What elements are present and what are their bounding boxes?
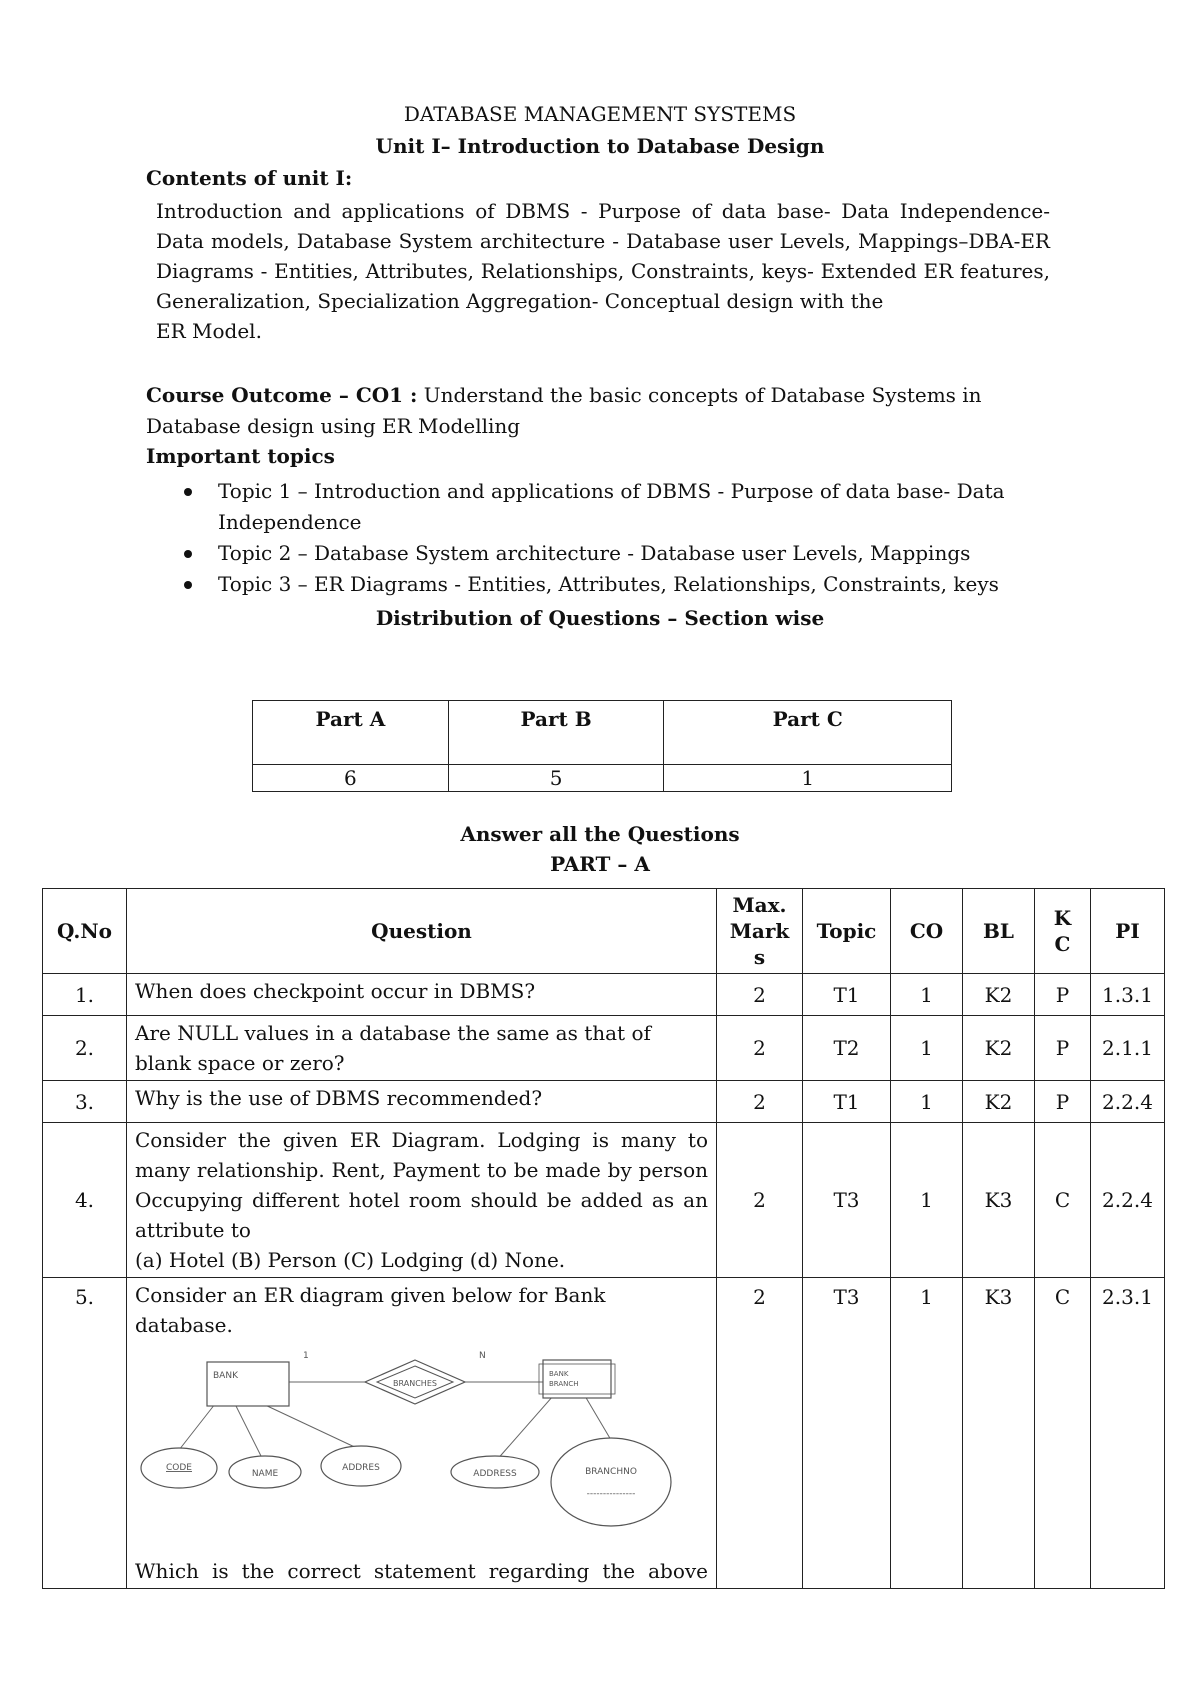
bullet-icon [184, 488, 192, 496]
table-row [43, 1278, 1165, 1589]
co-cell: 1 [891, 974, 963, 1016]
table-row [43, 1081, 1165, 1123]
part-c-header: Part C [664, 701, 952, 765]
list-item [172, 538, 1052, 569]
qno-cell: 3. [43, 1081, 127, 1123]
bank-addres-line [263, 1404, 361, 1450]
bank-code-line [179, 1404, 215, 1450]
kc-header-line: K [1053, 906, 1072, 930]
part-c-count: 1 [664, 765, 952, 792]
pi-cell: 2.2.4 [1091, 1123, 1165, 1278]
part-b-count: 5 [448, 765, 664, 792]
qno-cell: 5. [43, 1278, 127, 1589]
question-header: Question [127, 889, 717, 974]
bank-entity [207, 1362, 289, 1406]
co-cell: 1 [891, 1016, 963, 1081]
kc-cell: P [1035, 1016, 1091, 1081]
bank-branch-label-1: BANK [549, 1370, 569, 1378]
contents-heading: Contents of unit I: [146, 166, 353, 190]
question-text: Consider the given ER Diagram. Lodging is many to many relationship. Rent, Payment to be made by person Occupying different hotel room should be added as an attribute to [135, 1128, 708, 1242]
bl-cell: K2 [963, 1081, 1035, 1123]
co-cell: 1 [891, 1081, 963, 1123]
pi-cell: 1.3.1 [1091, 974, 1165, 1016]
bullet-icon [184, 550, 192, 558]
pi-header: PI [1091, 889, 1165, 974]
co-cell: 1 [891, 1123, 963, 1278]
questions-table [42, 888, 1165, 1589]
important-topics-heading: Important topics [146, 444, 335, 468]
topic-header: Topic [803, 889, 891, 974]
list-item [172, 476, 1052, 538]
kc-cell: P [1035, 974, 1091, 1016]
bl-cell: K3 [963, 1278, 1035, 1589]
code-attribute-label: CODE [166, 1463, 192, 1473]
branchno-key-marker: --------------- [586, 1489, 636, 1499]
kc-cell: C [1035, 1278, 1091, 1589]
branchno-attribute-label: BRANCHNO [585, 1467, 637, 1477]
branches-relationship-label: BRANCHES [393, 1379, 437, 1388]
cardinality-one: 1 [303, 1351, 309, 1361]
topics-list [172, 476, 1052, 600]
branch-address-line [495, 1396, 553, 1462]
marks-cell: 2 [717, 1278, 803, 1589]
contents-paragraph [156, 196, 1050, 346]
qno-header: Q.No [43, 889, 127, 974]
kc-cell: C [1035, 1123, 1091, 1278]
part-b-header: Part B [448, 701, 664, 765]
question-cell: When does checkpoint occur in DBMS? [127, 974, 717, 1016]
answer-heading: Answer all the Questions [460, 822, 740, 846]
marks-header-line: Mark [729, 919, 790, 943]
table-row [43, 1016, 1165, 1081]
bank-branch-entity [543, 1360, 611, 1398]
marks-header-line: s [753, 945, 766, 969]
course-outcome-label: Course Outcome – CO1 : [146, 383, 418, 407]
er-diagram [135, 1346, 683, 1556]
bank-branch-label-2: BRANCH [549, 1380, 579, 1388]
question-cell [127, 1123, 717, 1278]
question-cell: Why is the use of DBMS recommended? [127, 1081, 717, 1123]
unit-title: Unit I– Introduction to Database Design [375, 134, 825, 158]
topic-text: Topic 1 – Introduction and applications of DBMS - Purpose of data base- Data Independence [218, 479, 1005, 534]
branch-branchno-line [585, 1396, 611, 1440]
bl-header: BL [963, 889, 1035, 974]
qno-cell: 1. [43, 974, 127, 1016]
bank-entity-label: BANK [213, 1371, 238, 1381]
er-diagram-svg [135, 1346, 683, 1556]
address-attribute-label: ADDRESS [473, 1469, 517, 1479]
bl-cell: K2 [963, 974, 1035, 1016]
table-row [253, 765, 952, 792]
course-outcome-text: Understand the basic concepts of Database Systems in Database design using ER Modelling [146, 383, 982, 438]
topic-cell: T1 [803, 974, 891, 1016]
question-cell [127, 1278, 717, 1589]
kc-header [1035, 889, 1091, 974]
pi-cell: 2.3.1 [1091, 1278, 1165, 1589]
distribution-heading: Distribution of Questions – Section wise [375, 606, 825, 630]
bl-cell: K3 [963, 1123, 1035, 1278]
contents-line: ER Model. [156, 319, 262, 343]
topic-text: Topic 2 – Database System architecture - Database user Levels, Mappings [218, 541, 971, 565]
course-outcome [146, 380, 1046, 442]
bullet-icon [184, 581, 192, 589]
pi-cell: 2.2.4 [1091, 1081, 1165, 1123]
name-attribute-label: NAME [251, 1469, 279, 1479]
part-heading: PART – A [550, 852, 650, 876]
document-title: DATABASE MANAGEMENT SYSTEMS [403, 102, 797, 126]
kc-cell: P [1035, 1081, 1091, 1123]
branchno-attribute [551, 1438, 671, 1526]
topic-cell: T3 [803, 1278, 891, 1589]
question-cell: Are NULL values in a database the same as that of blank space or zero? [127, 1016, 717, 1081]
part-a-header: Part A [253, 701, 449, 765]
topic-cell: T2 [803, 1016, 891, 1081]
topic-cell: T1 [803, 1081, 891, 1123]
topic-cell: T3 [803, 1123, 891, 1278]
kc-header-line: C [1054, 932, 1071, 956]
table-row [253, 701, 952, 765]
table-row [43, 1123, 1165, 1278]
cardinality-many: N [479, 1351, 486, 1361]
co-cell: 1 [891, 1278, 963, 1589]
bl-cell: K2 [963, 1016, 1035, 1081]
co-header: CO [891, 889, 963, 974]
table-row [43, 974, 1165, 1016]
distribution-table [252, 700, 952, 792]
marks-cell: 2 [717, 1081, 803, 1123]
marks-header-line: Max. [732, 893, 787, 917]
marks-cell: 2 [717, 1016, 803, 1081]
contents-line: Introduction and applications of DBMS - Purpose of data base- Data Independence- Data models, Database System architecture - Database user Levels, Mappings–DBA-ER Diagrams - Entities, Attributes, Relationships, Constraints, keys- Extended ER features, Generalization, Specialization Aggregation- Conceptual design with the [156, 199, 1050, 313]
topic-text: Topic 3 – ER Diagrams - Entities, Attributes, Relationships, Constraints, keys [218, 572, 999, 596]
list-item [172, 569, 1052, 600]
marks-cell: 2 [717, 1123, 803, 1278]
qno-cell: 2. [43, 1016, 127, 1081]
table-header-row [43, 889, 1165, 974]
part-a-count: 6 [253, 765, 449, 792]
pi-cell: 2.1.1 [1091, 1016, 1165, 1081]
qno-cell: 4. [43, 1123, 127, 1278]
question-text: Consider an ER diagram given below for Bank database. [135, 1283, 606, 1337]
question-options: (a) Hotel (B) Person (C) Lodging (d) None. [135, 1248, 566, 1272]
question-text: Which is the correct statement regarding the above [135, 1559, 708, 1583]
addres-attribute-label: ADDRES [342, 1463, 380, 1473]
marks-cell: 2 [717, 974, 803, 1016]
bank-name-line [235, 1404, 265, 1464]
marks-header [717, 889, 803, 974]
